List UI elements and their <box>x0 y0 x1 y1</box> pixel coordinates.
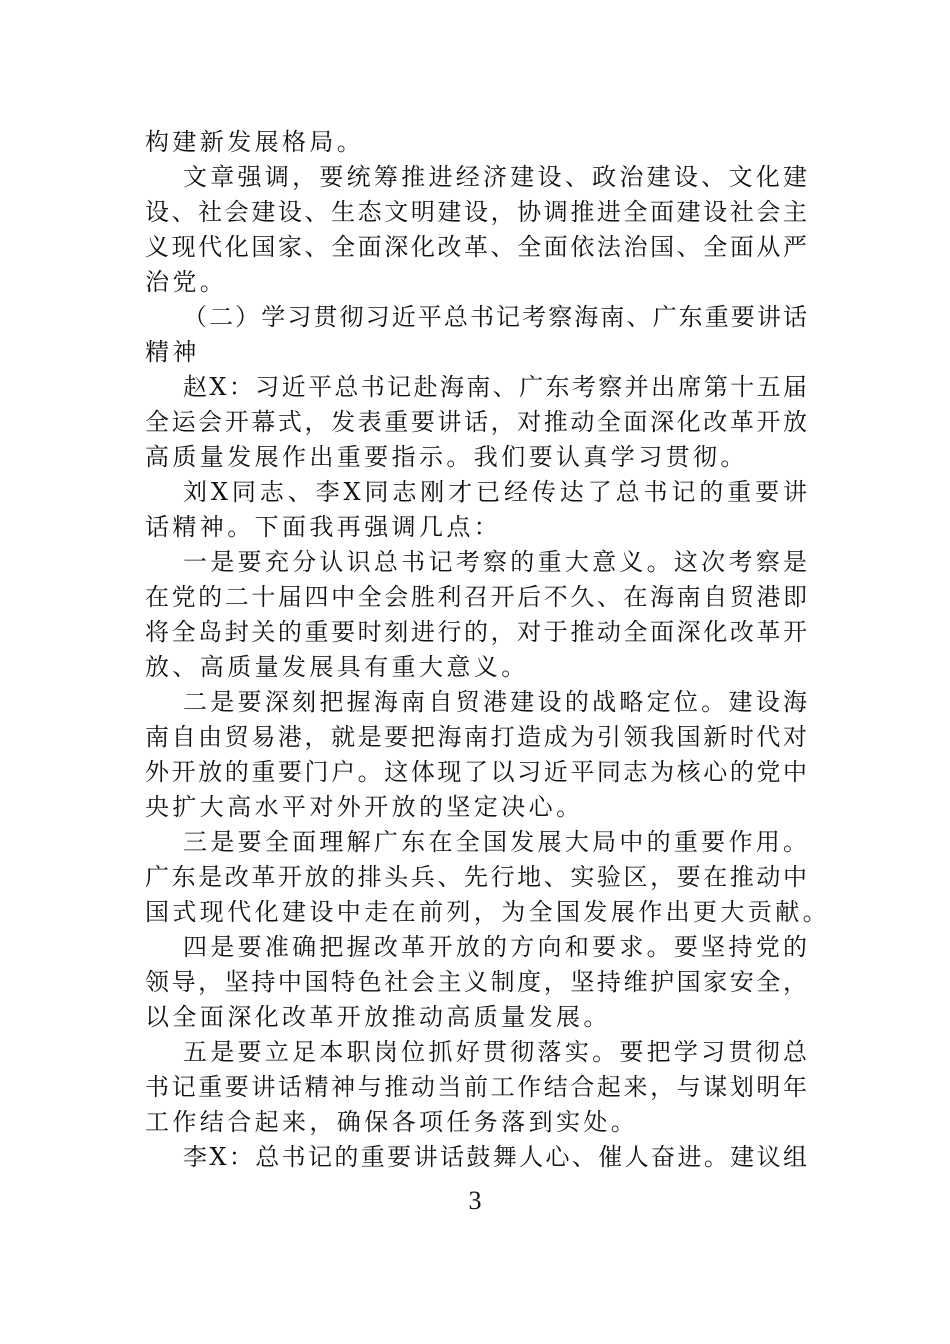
text-line: 精神 <box>145 338 200 366</box>
text-line: 义现代化国家、全面深化改革、全面依法治国、全面从严 <box>145 233 807 261</box>
paragraph-first-line: 五是要立足本职岗位抓好贯彻落实。要把学习贯彻总 <box>183 1038 807 1066</box>
paragraph-first-line: 赵X：习近平总书记赴海南、广东考察并出席第十五届 <box>183 373 807 401</box>
paragraph-first-line: 一是要充分认识总书记考察的重大意义。这次考察是 <box>183 548 807 576</box>
document-body <box>145 125 830 1175</box>
text-line: 话精神。下面我再强调几点： <box>145 513 502 541</box>
text-line: 南自由贸易港，就是要把海南打造成为引领我国新时代对 <box>145 723 807 751</box>
text-line: 放、高质量发展具有重大意义。 <box>145 653 529 681</box>
text-line: 外开放的重要门户。这体现了以习近平同志为核心的党中 <box>145 758 807 786</box>
text-line: 构建新发展格局。 <box>145 128 365 156</box>
text-line: 高质量发展作出重要指示。我们要认真学习贯彻。 <box>145 443 748 471</box>
text-line: 在党的二十届四中全会胜利召开后不久、在海南自贸港即 <box>145 583 807 611</box>
text-line: 以全面深化改革开放推动高质量发展。 <box>145 1003 611 1031</box>
text-line: 广东是改革开放的排头兵、先行地、实验区，要在推动中 <box>145 863 807 891</box>
paragraph-first-line: （二）学习贯彻习近平总书记考察海南、广东重要讲话 <box>183 303 807 331</box>
paragraph-first-line: 李X：总书记的重要讲话鼓舞人心、催人奋进。建议组 <box>183 1143 807 1171</box>
paragraph-first-line: 文章强调，要统筹推进经济建设、政治建设、文化建 <box>183 163 807 191</box>
text-line: 全运会开幕式，发表重要讲话，对推动全面深化改革开放 <box>145 408 807 436</box>
paragraph-first-line: 刘X同志、李X同志刚才已经传达了总书记的重要讲 <box>183 478 807 506</box>
text-line: 央扩大高水平对外开放的坚定决心。 <box>145 793 584 821</box>
paragraph-first-line: 三是要全面理解广东在全国发展大局中的重要作用。 <box>183 828 807 856</box>
page-number: 3 <box>468 1186 482 1215</box>
text-line: 治党。 <box>145 268 228 296</box>
text-line: 书记重要讲话精神与推动当前工作结合起来，与谋划明年 <box>145 1073 807 1101</box>
text-line: 工作结合起来，确保各项任务落到实处。 <box>145 1108 639 1136</box>
paragraph-first-line: 四是要准确把握改革开放的方向和要求。要坚持党的 <box>183 933 807 961</box>
text-line: 设、社会建设、生态文明建设，协调推进全面建设社会主 <box>145 198 807 226</box>
text-line: 将全岛封关的重要时刻进行的，对于推动全面深化改革开 <box>145 618 807 646</box>
text-line: 国式现代化建设中走在前列，为全国发展作出更大贡献。 <box>145 898 830 926</box>
text-line: 领导，坚持中国特色社会主义制度，坚持维护国家安全， <box>145 968 807 996</box>
paragraph-first-line: 二是要深刻把握海南自贸港建设的战略定位。建设海 <box>183 688 807 716</box>
